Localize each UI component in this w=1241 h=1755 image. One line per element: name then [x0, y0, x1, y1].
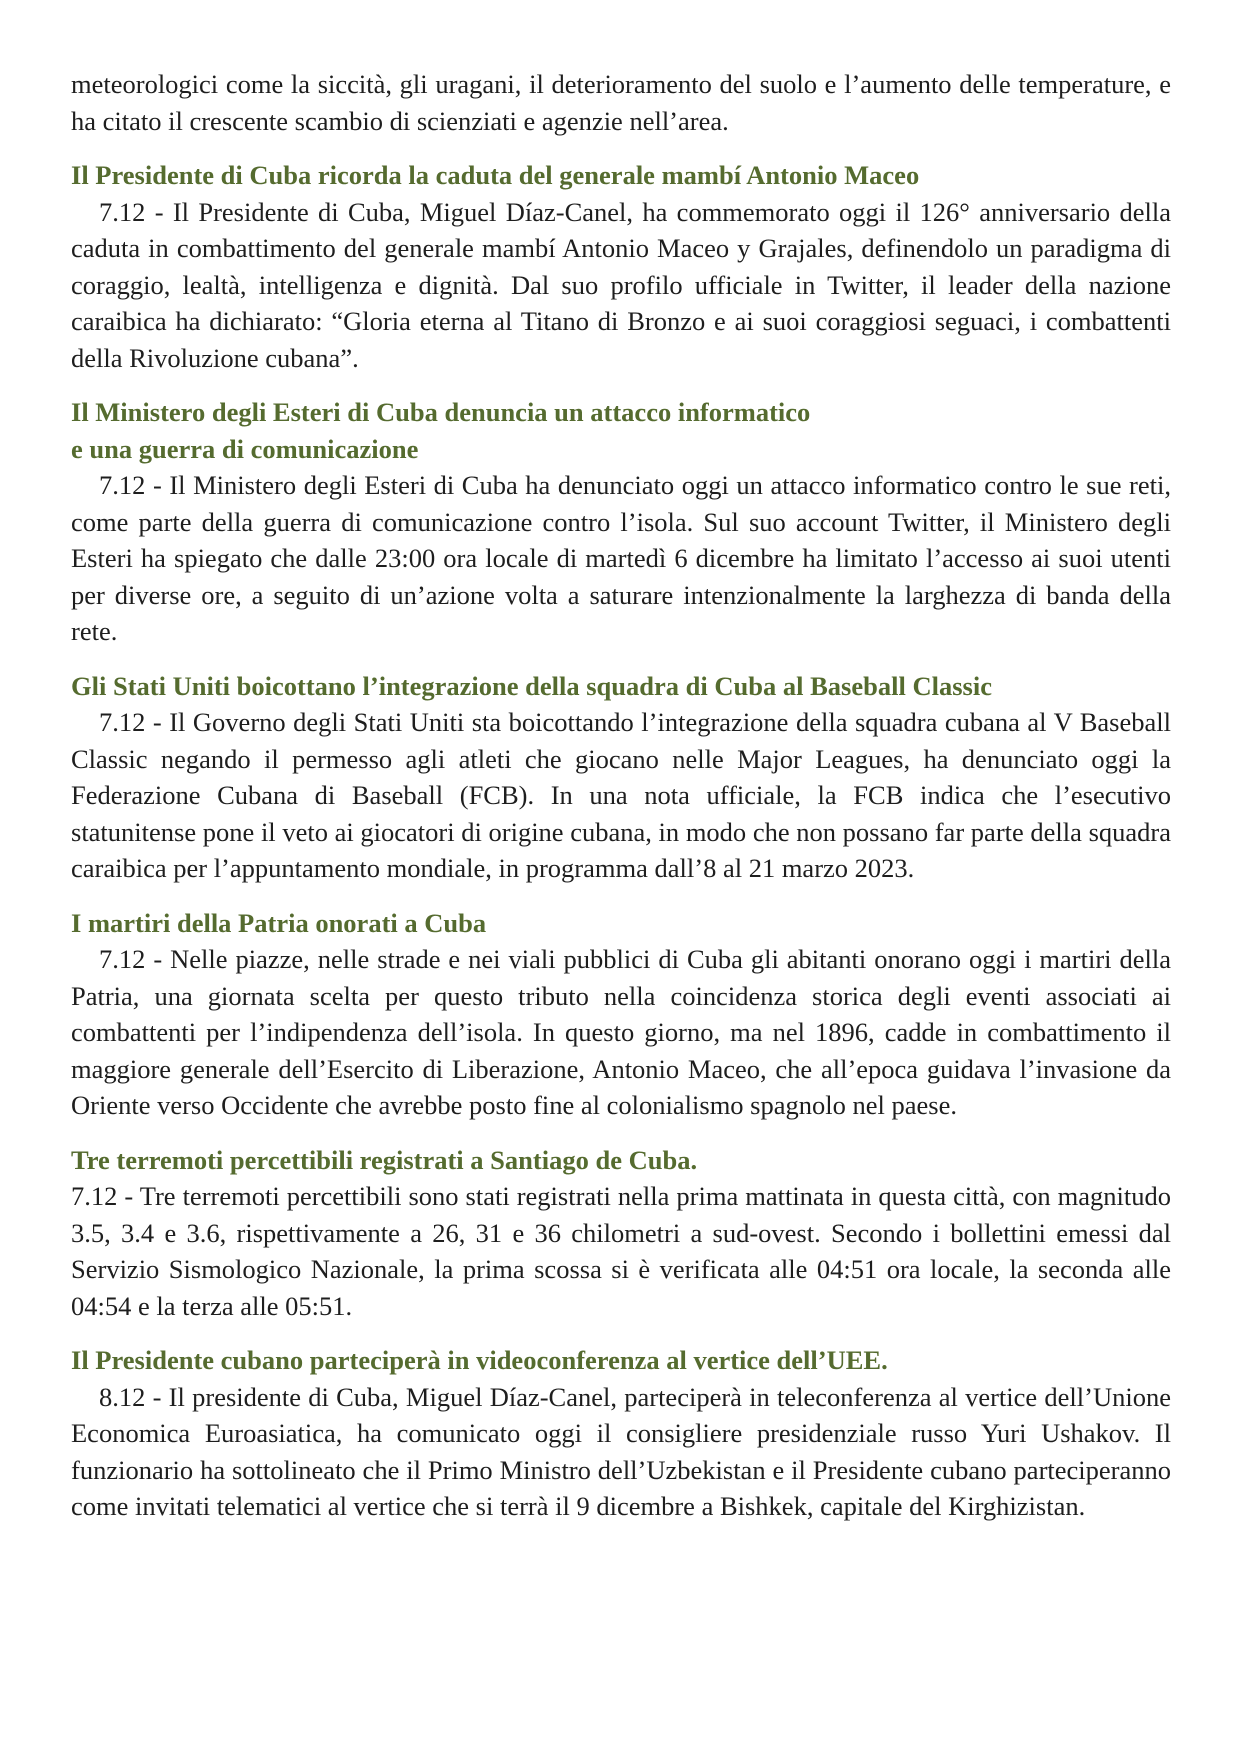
article-heading: Il Presidente di Cuba ricorda la caduta del generale mambí Antonio Maceo: [71, 160, 920, 190]
article-heading: Il Ministero degli Esteri di Cuba denuncia un attacco informatico: [71, 397, 811, 427]
article-maceo: [71, 157, 1171, 376]
article-body: 7.12 - Il Governo degli Stati Uniti sta boicottando l’integrazione della squadra cubana al V Baseball Classic negando il permesso agli atleti che giocano nelle Major Leagues, ha denunciato oggi la Federazione Cubana di Baseball (FCB). In una nota ufficiale, la FCB indica che l’esecutivo statunitense pone il veto ai giocatori di origine cubana, in modo che non possano far parte della squadra caraibica per l’appuntamento mondiale, in programma dall’8 al 21 marzo 2023.: [71, 707, 1171, 883]
article-heading-line-2: e una guerra di comunicazione: [71, 433, 419, 464]
article-earthquakes: [71, 1142, 1171, 1325]
article-body: 7.12 - Il Ministero degli Esteri di Cuba ha denunciato oggi un attacco informatico contro le sue reti, come parte della guerra di comunicazione contro l’isola. Sul suo account Twitter, il Ministero degli Esteri ha spiegato che dalle 23:00 ora locale di martedì 6 dicembre ha limitato l’accesso ai suoi utenti per diverse ore, a seguito di un’azione volta a saturare intenzionalmente la larghezza di banda della rete.: [71, 470, 1171, 646]
article-body: 7.12 - Nelle piazze, nelle strade e nei viali pubblici di Cuba gli abitanti onorano oggi i martiri della Patria, una giornata scelta per questo tributo nella coincidenza storica degli eventi associati ai combattenti per l’indipendenza dell’isola. In questo giorno, ma nel 1896, cadde in combattimento il maggiore generale dell’Esercito di Liberazione, Antonio Maceo, che all’epoca guidava l’invasione da Oriente verso Occidente che avrebbe posto fine al colonialismo spagnolo nel paese.: [71, 944, 1171, 1120]
article-body: 7.12 - Il Presidente di Cuba, Miguel Díaz-Canel, ha commemorato oggi il 126° anniversario della caduta in combattimento del generale mambí Antonio Maceo y Grajales, definendolo un paradigma di coraggio, lealtà, intelligenza e dignità. Dal suo profilo ufficiale in Twitter, il leader della nazione caraibica ha dichiarato: “Gloria eterna al Titano di Bronzo e ai suoi coraggiosi seguaci, i combattenti della Rivoluzione cubana”.: [71, 196, 1171, 373]
document-page: [71, 66, 1171, 1525]
article-heading: Tre terremoti percettibili registrati a Santiago de Cuba.: [71, 1144, 698, 1175]
article-heading: Gli Stati Uniti boicottano l’integrazione della squadra di Cuba al Baseball Classic: [71, 670, 992, 701]
article-uee-summit: [71, 1342, 1171, 1525]
intro-paragraph: meteorologici come la siccità, gli uragani, il deterioramento del suolo e l’aumento delle temperature, e ha citato il crescente scambio di scienziati e agenzie nell’area.: [71, 69, 1171, 136]
article-heading: Il Presidente cubano parteciperà in videoconferenza al vertice dell’UEE.: [71, 1345, 888, 1375]
article-baseball-classic: [71, 668, 1171, 887]
article-body: 8.12 - Il presidente di Cuba, Miguel Díaz-Canel, parteciperà in teleconferenza al vertice dell’Unione Economica Euroasiatica, ha comunicato oggi il consigliere presidenziale russo Yuri Ushakov. Il funzionario ha sottolineato che il Primo Ministro dell’Uzbekistan e il Presidente cubano parteciperanno come invitati telematici al vertice che si terrà il 9 dicembre a Bishkek, capitale del Kirghizistan.: [71, 1381, 1171, 1521]
article-body: 7.12 - Tre terremoti percettibili sono stati registrati nella prima mattinata in questa città, con magnitudo 3.5, 3.4 e 3.6, rispettivamente a 26, 31 e 36 chilometri a sud-ovest. Secondo i bollettini emessi dal Servizio Sismologico Nazionale, la prima scossa si è verificata alle 04:51 ora locale, la seconda alle 04:54 e la terza alle 05:51.: [71, 1181, 1171, 1321]
article-martyrs: [71, 905, 1171, 1124]
article-heading: I martiri della Patria onorati a Cuba: [71, 907, 487, 938]
article-cyber-attack: [71, 394, 1171, 650]
